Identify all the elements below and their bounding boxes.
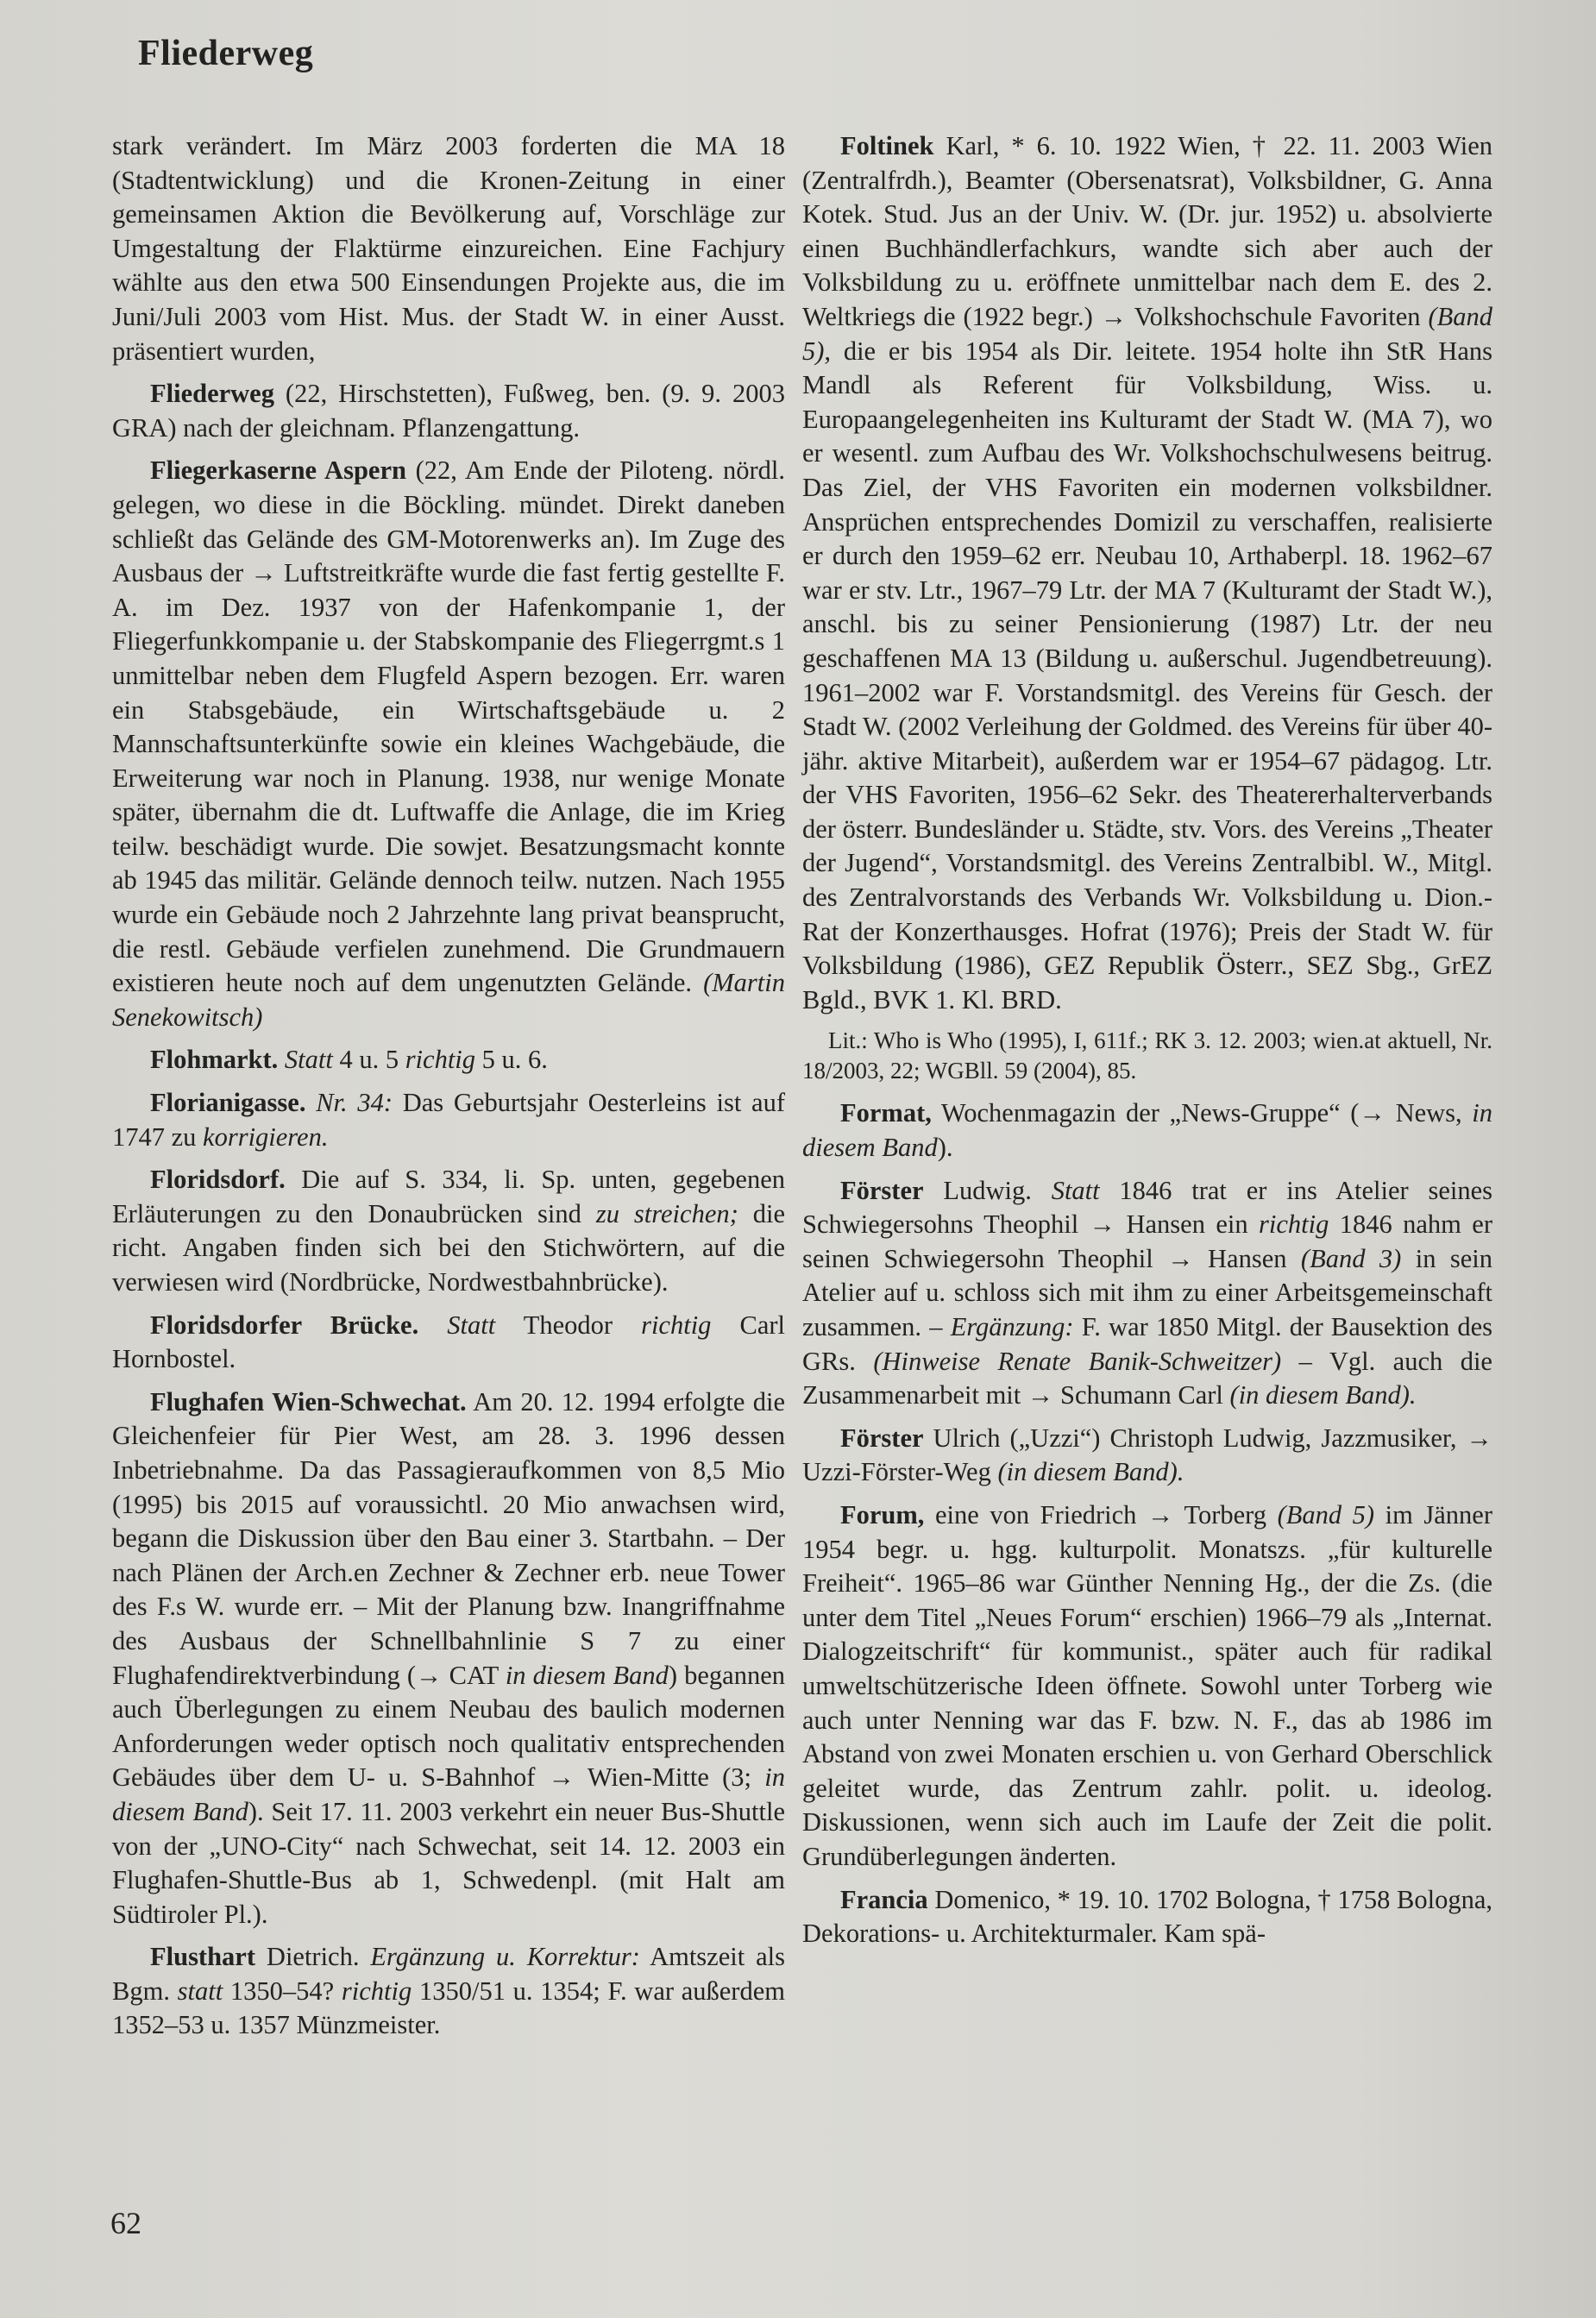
italic-text: korrigieren. (203, 1121, 329, 1152)
italic-text: Statt (447, 1310, 496, 1340)
italic-text: in diesem Band (505, 1660, 669, 1690)
entry-headword: Forum, (840, 1499, 925, 1530)
dictionary-entry (112, 377, 785, 445)
dictionary-entry (802, 129, 1492, 1017)
italic-text: Ergänzung u. Korrektur: (370, 1942, 640, 1972)
dictionary-entry (112, 129, 785, 368)
entry-text: ) begannen auch Überlegungen zu einem Neubau des baulich modernen Anforderungen weder optisch noch qualitativ entsprechenden Gebäudes über dem U- u. S-Bahnhof → Wien-Mitte (3; (112, 1660, 785, 1793)
entry-text (305, 1088, 316, 1117)
italic-text: Statt (1051, 1175, 1100, 1205)
entry-headword: Floridsdorf. (150, 1165, 286, 1195)
dictionary-entry (112, 1086, 785, 1154)
entry-text: im Jänner 1954 begr. u. hgg. kulturpolit. Monatszs. „für kulturelle Freiheit“. 1965–86 war Günther Nenning Hg., der die Zs. (die unter dem Titel „Neues Forum“ erschien) 1966–79 als „Internat. Dialogzeitschrift“ für kommunist., später auch für radikal umweltschützerische Ideen öffnete. Sowohl unter Torberg wie auch unter Nenning war das F. bzw. N. F., das ab 1986 im Abstand von zwei Monaten erschien u. von Gerhard Oberschlick geleitet wurde, das Zentrum zahlr. polit. u. ideolog. Diskussionen, wenn sich auch im Laufe der Zeit die polit. Grundüberlegungen änderten. (802, 1499, 1492, 1871)
entry-headword: Florianigasse. (150, 1088, 306, 1118)
entry-text: Domenico, * 19. 10. 1702 Bologna, † 1758 Bologna, Dekorations- u. Architekturmaler. Kam spä- (802, 1884, 1492, 1949)
dictionary-entry (112, 1385, 785, 1932)
italic-text: (Martin Senekowitsch) (112, 968, 785, 1032)
italic-text: Ergänzung: (950, 1312, 1074, 1341)
italic-text: Statt (284, 1045, 333, 1075)
entry-headword: Floridsdorfer Brücke. (150, 1310, 419, 1340)
italic-text: (Band 3) (1300, 1243, 1402, 1273)
entry-text: Dietrich. (255, 1942, 371, 1972)
dictionary-entry (802, 1883, 1492, 1951)
entry-headword: Förster (840, 1423, 924, 1453)
entry-text: 1846 nahm er seinen Schwiegersohn Theophil → Hansen (802, 1209, 1492, 1273)
dictionary-entry (112, 1940, 785, 2043)
right-column (802, 129, 1492, 1960)
entry-text: 1846 trat er ins Atelier seines Schwiegersohns Theophil → Hansen ein (802, 1175, 1492, 1240)
entry-text (278, 1045, 285, 1074)
italic-text: in diesem Band (112, 1762, 785, 1826)
entry-headword: Flusthart (150, 1942, 255, 1972)
entry-text: ). (937, 1133, 953, 1163)
entry-text: (22, Hirschstetten), Fußweg, ben. (9. 9. 2003 GRA) nach der gleichnam. Pflanzengattung. (112, 379, 785, 443)
entry-text: 5 u. 6. (475, 1045, 548, 1075)
entry-headword: Foltinek (840, 131, 934, 160)
italic-text: (Hinweise Renate Banik-Schweitzer) (873, 1346, 1282, 1376)
italic-text: (in diesem Band). (997, 1457, 1184, 1487)
entry-text: eine von Friedrich → Torberg (924, 1499, 1278, 1530)
dictionary-entry (802, 1096, 1492, 1165)
literature-note (802, 1026, 1492, 1086)
entry-text: Das Geburtsjahr Oesterleins ist auf 1747 zu (112, 1088, 785, 1152)
entry-text: ). Seit 17. 11. 2003 verkehrt ein neuer Bus-Shuttle von der „UNO-City“ nach Schwechat, seit 14. 12. 2003 ein Flughafen-Shuttle-Bus ab 1, Schwedenpl. (mit Halt am Südtiroler Pl.). (112, 1796, 786, 1929)
dictionary-entry (802, 1422, 1492, 1490)
entry-text: 1350–54? (223, 1976, 342, 2006)
italic-text: Nr. 34: (316, 1088, 393, 1118)
entry-text: Amtszeit als Bgm. (112, 1942, 785, 2006)
italic-text: zu streichen; (595, 1198, 738, 1228)
entry-headword: Flohmarkt. (150, 1045, 279, 1075)
entry-text: in sein Atelier auf u. schloss sich mit ihm zu einer Arbeitsgemeinschaft zusammen. – (802, 1243, 1492, 1341)
dictionary-entry (802, 1174, 1492, 1413)
entry-text: 4 u. 5 (332, 1045, 405, 1075)
entry-text: Ulrich („Uzzi“) Christoph Ludwig, Jazzmusiker, → Uzzi-Förster-Weg (802, 1423, 1492, 1487)
italic-text: (in diesem Band). (1229, 1380, 1417, 1410)
entry-text: Ludwig. (923, 1175, 1052, 1205)
dictionary-entry (112, 1309, 785, 1377)
entry-headword: Format, (840, 1098, 932, 1128)
italic-text: (Band 5) (1277, 1499, 1375, 1530)
italic-text: statt (177, 1976, 223, 2006)
entry-text: Theodor (495, 1310, 642, 1340)
entry-headword: Fliederweg (150, 379, 274, 409)
entry-text (418, 1310, 447, 1340)
entry-text: Carl Hornbostel. (112, 1310, 786, 1374)
italic-text: richtig (405, 1045, 476, 1075)
entry-headword: Flughafen Wien-Schwechat. (150, 1386, 467, 1417)
entry-text: Wochenmagazin der „News-Gruppe“ (→ News, (931, 1098, 1473, 1128)
dictionary-entry (112, 1163, 785, 1299)
entry-headword: Francia (840, 1884, 928, 1914)
italic-text: (Band 5), (802, 301, 1492, 366)
entry-headword: Förster (840, 1175, 924, 1205)
dictionary-entry (802, 1498, 1492, 1875)
entry-text: 1350/51 u. 1354; F. war außerdem 1352–53 u. 1357 Münzmeister. (112, 1976, 785, 2040)
page-number: 62 (110, 2206, 141, 2240)
entry-text: Lit.: Who is Who (1995), I, 611f.; RK 3. 12. 2003; wien.at aktuell, Nr. 18/2003, 22; WGBll. 59 (2004), 85. (802, 1027, 1492, 1084)
dictionary-entry (112, 454, 785, 1034)
left-column (112, 129, 785, 2051)
entry-text: Die auf S. 334, li. Sp. unten, gegebenen Erläuterungen zu den Donaubrücken sind (112, 1165, 785, 1228)
running-head: Fliederweg (138, 34, 314, 73)
entry-text: – Vgl. auch die Zusammenarbeit mit → Schumann Carl (802, 1346, 1492, 1410)
italic-text: richtig (341, 1976, 412, 2006)
entry-text: die er bis 1954 als Dir. leitete. 1954 holte ihn StR Hans Mandl als Referent für Volksbildung, Wiss. u. Europaangelegenheiten ins Kulturamt der Stadt W. (MA 7), wo er wesentl. zum Aufbau des Wr. Volkshochschulwesens beitrug. Das Ziel, der VHS Favoriten ein modernen volksbildner. Ansprüchen entsprechendes Domizil zu verschaffen, realisierte er durch den 1959–62 err. Neubau 10, Arthaberpl. 18. 1962–67 war er stv. Ltr., 1967–79 Ltr. der MA 7 (Kulturamt der Stadt W.), anschl. bis zu seiner Pensionierung (1987) Ltr. der neu geschaffenen MA 13 (Bildung u. außerschul. Jugendbetreuung). 1961–2002 war F. Vorstandsmitgl. des Vereins für Gesch. der Stadt W. (2002 Verleihung der Goldmed. des Vereins für über 40-jähr. aktive Mitarbeit), außerdem war er 1954–67 pädagog. Ltr. der VHS Favoriten, 1956–62 Sekr. des Theatererhalterverbands der österr. Bundesländer u. Städte, stv. Vors. des Vereins „Theater der Jugend“, Vorstandsmitgl. des Vereins Zentralbibl. W., Mitgl. des Zentralvorstands des Verbands Wr. Volksbildung u. Dion.-Rat der Konzerthausges. Hofrat (1976); Preis der Stadt W. für Volksbildung (1986), GEZ Republik Österr., SEZ Sbg., GrEZ Bgld., BVK 1. Kl. BRD. (802, 336, 1492, 1015)
entry-text: die richt. Angaben finden sich bei den Stichwörtern, auf die verwiesen wird (Nordbrücke, Nordwestbahnbrücke). (112, 1198, 786, 1297)
entry-headword: Fliegerkaserne Aspern (150, 455, 406, 486)
entry-text: Karl, * 6. 10. 1922 Wien, † 22. 11. 2003 Wien (Zentralfrdh.), Beamter (Obersenatsrat), Volksbildner, G. Anna Kotek. Stud. Jus an der Univ. W. (Dr. jur. 1952) u. absolvierte einen Buchhändlerfachkurs, wandte sich aber auch der Volksbildung zu u. eröffnete unmittelbar nach dem E. des 2. Weltkriegs die (1922 begr.) → Volkshochschule Favoriten (802, 131, 1492, 331)
entry-text: Am 20. 12. 1994 erfolgte die Gleichenfeier für Pier West, am 28. 3. 1996 dessen Inbetriebnahme. Da das Passagieraufkommen von 8,5 Mio (1995) bis 2015 auf voraussichtl. 20 Mio anwachsen wird, begann die Diskussion über den Bau einer 3. Startbahn. – Der nach Plänen der Arch.en Zechner & Zechner erb. neue Tower des F.s W. wurde err. – Mit der Planung bzw. Inangriffnahme des Ausbaus der Schnellbahnlinie S 7 zu einer Flughafendirektverbindung (→ CAT (112, 1386, 785, 1690)
italic-text: in diesem Band (802, 1098, 1492, 1163)
entry-text: stark verändert. Im März 2003 forderten die MA 18 (Stadtentwicklung) und die Kronen-Zeitung in einer gemeinsamen Aktion die Bevölkerung auf, Vorschläge zur Umgestaltung der Flaktürme einzureichen. Eine Fachjury wählte aus den etwa 500 Einsendungen Projekte aus, die im Juni/Juli 2003 vom Hist. Mus. der Stadt W. in einer Ausst. präsentiert wurden, (112, 131, 785, 366)
italic-text: richtig (1259, 1209, 1329, 1240)
entry-text: (22, Am Ende der Piloteng. nördl. gelegen, wo diese in die Böckling. mündet. Direkt daneben schließt das Gelände des GM-Motorenwerks an). Im Zuge des Ausbaus der → Luftstreitkräfte wurde die fast fertig gestellte F. A. im Dez. 1937 von der Hafenkompanie 1, der Fliegerfunkkompanie u. der Stabskompanie des Fliegerrgmt.s 1 unmittelbar neben dem Flugfeld Aspern bezogen. Err. waren ein Stabsgebäude, ein Wirtschaftsgebäude u. 2 Mannschaftsunterkünfte sowie ein kleines Wachgebäude, die Erweiterung war noch in Planung. 1938, nur wenige Monate später, übernahm die dt. Luftwaffe die Anlage, die im Krieg teilw. beschädigt wurde. Die sowjet. Besatzungsmacht konnte ab 1945 das militär. Gelände dennoch teilw. nutzen. Nach 1955 wurde ein Gebäude noch 2 Jahrzehnte lang privat beansprucht, die restl. Gebäude verfielen zunehmend. Die Grundmauern existieren heute noch auf dem ungenutzten Gelände. (112, 455, 786, 998)
entry-text: F. war 1850 Mitgl. der Bausektion des GRs. (802, 1312, 1492, 1376)
italic-text: richtig (641, 1310, 712, 1340)
dictionary-entry (112, 1043, 785, 1077)
